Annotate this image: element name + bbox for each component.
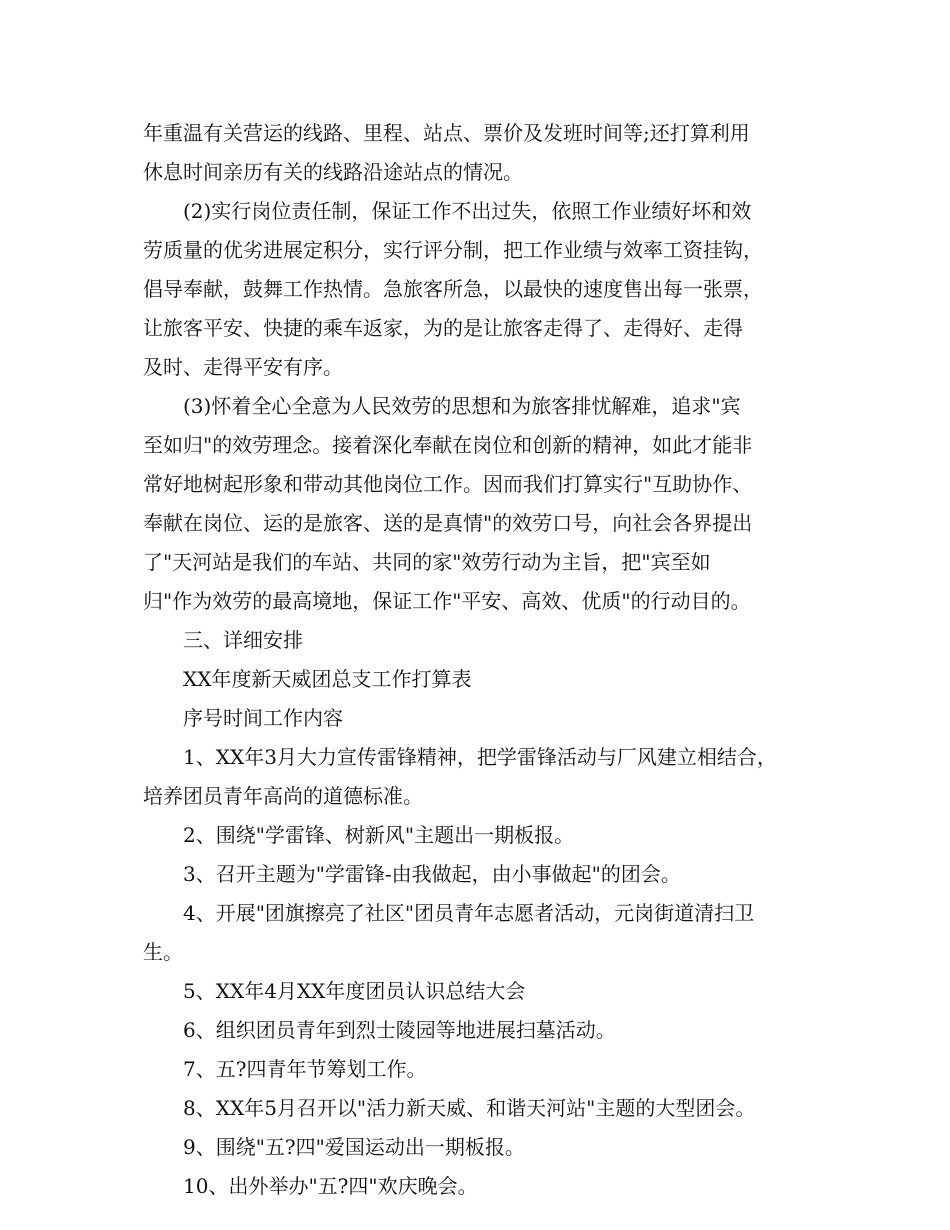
text-line: 及时、走得平安有序。 xyxy=(143,355,343,379)
paragraph-start-line: (3)怀着全心全意为人民效劳的思想和为旅客排忧解难，追求"宾 xyxy=(183,394,741,418)
list-item: 4、开展"团旗擦亮了社区"团员青年志愿者活动，元岗街道清扫卫 xyxy=(183,901,755,925)
list-item-continuation: 培养团员青年高尚的道德标准。 xyxy=(143,784,423,808)
text-line: 了"天河站是我们的车站、共同的家"效劳行动为主旨，把"宾至如 xyxy=(143,550,711,574)
list-item: 7、五?四青年节筹划工作。 xyxy=(183,1057,427,1081)
text-line: 常好地树起形象和带动其他岗位工作。因而我们打算实行"互助协作、 xyxy=(143,472,753,496)
text-line: 奉献在岗位、运的是旅客、送的是真情"的效劳口号，向社会各界提出 xyxy=(143,511,753,535)
section-heading: 三、详细安排 xyxy=(183,628,303,652)
list-item: 3、召开主题为"学雷锋-由我做起，由小事做起"的团会。 xyxy=(183,862,681,886)
text-line: 至如归"的效劳理念。接着深化奉献在岗位和创新的精神，如此才能非 xyxy=(143,433,753,457)
text-line: 倡导奉献，鼓舞工作热情。急旅客所急，以最快的速度售出每一张票， xyxy=(143,277,763,301)
paragraph-start-line: (2)实行岗位责任制，保证工作不出过失，依照工作业绩好坏和效 xyxy=(183,199,752,223)
list-item: 8、XX年5月召开以"活力新天威、和谐天河站"主题的大型团会。 xyxy=(183,1096,756,1120)
text-line: 休息时间亲历有关的线路沿途站点的情况。 xyxy=(143,160,523,184)
list-item: 10、出外举办"五?四"欢庆晚会。 xyxy=(183,1174,478,1198)
table-header: 序号时间工作内容 xyxy=(183,706,343,730)
text-line: 年重温有关营运的线路、里程、站点、票价及发班时间等;还打算利用 xyxy=(143,121,750,145)
text-line: 归"作为效劳的最高境地，保证工作"平安、高效、优质"的行动目的。 xyxy=(143,589,751,613)
list-item: 2、围绕"学雷锋、树新风"主题出一期板报。 xyxy=(183,823,575,847)
list-item: 1、XX年3月大力宣传雷锋精神，把学雷锋活动与厂风建立相结合， xyxy=(183,745,777,769)
list-item: 5、XX年4月XX年度团员认识总结大会 xyxy=(183,979,526,1003)
list-item: 9、围绕"五?四"爱国运动出一期板报。 xyxy=(183,1135,525,1159)
text-line: 让旅客平安、快捷的乘车返家，为的是让旅客走得了、走得好、走得 xyxy=(143,316,743,340)
list-item: 6、组织团员青年到烈士陵园等地进展扫墓活动。 xyxy=(183,1018,616,1042)
list-item-continuation: 生。 xyxy=(143,940,183,964)
document-page xyxy=(143,118,833,1201)
table-title: XX年度新天威团总支工作打算表 xyxy=(183,667,472,691)
text-line: 劳质量的优劣进展定积分，实行评分制，把工作业绩与效率工资挂钩， xyxy=(143,238,763,262)
